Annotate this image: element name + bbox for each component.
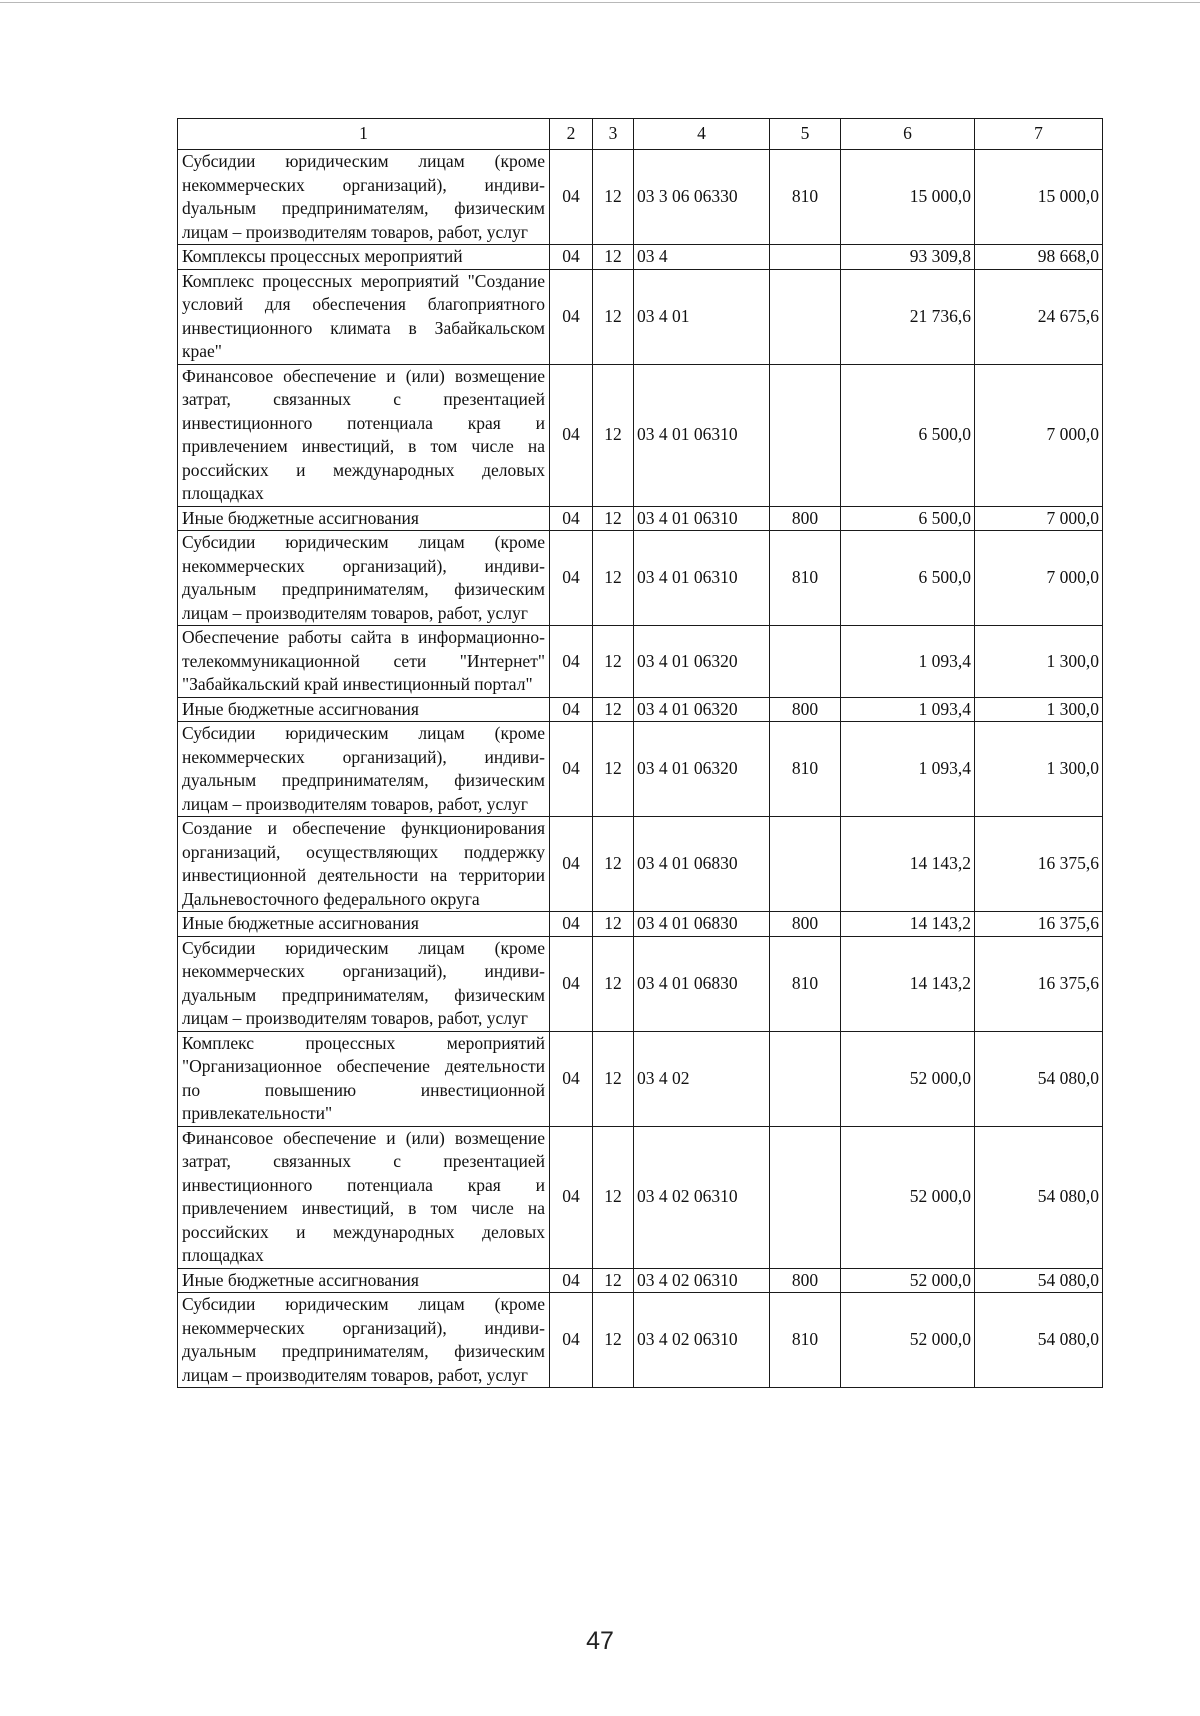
row-amount-year-1: 52 000,0	[841, 1293, 975, 1388]
budget-table	[177, 118, 1103, 1388]
row-amount-year-1: 93 309,8	[841, 245, 975, 270]
row-target-article-code: 03 4 01 06830	[634, 817, 770, 912]
header-col-7: 7	[975, 119, 1103, 150]
row-expense-type-code	[770, 364, 841, 506]
row-amount-year-2: 24 675,6	[975, 269, 1103, 364]
budget-table-body	[178, 119, 1103, 1388]
row-expense-type-code	[770, 245, 841, 270]
row-amount-year-2: 54 080,0	[975, 1031, 1103, 1126]
row-amount-year-1: 52 000,0	[841, 1126, 975, 1268]
row-amount-year-1: 1 093,4	[841, 722, 975, 817]
row-expense-type-code	[770, 817, 841, 912]
row-subsection-code: 12	[593, 912, 634, 937]
row-target-article-code: 03 4 02 06310	[634, 1293, 770, 1388]
table-row	[178, 936, 1103, 1031]
table-row	[178, 697, 1103, 722]
row-description: Комплекс процессных мероприятий "Организационное обеспечение деятельности по повышению инвестиционной привлекательности"	[178, 1031, 550, 1126]
row-target-article-code: 03 4 02 06310	[634, 1268, 770, 1293]
table-row	[178, 912, 1103, 937]
row-description: Субсидии юридическим лицам (кроме некоммерческих организаций), индивидуальным предпринимателям, физическим лицам – производителям товаров, работ, услуг	[178, 722, 550, 817]
row-amount-year-2: 7 000,0	[975, 531, 1103, 626]
row-expense-type-code: 810	[770, 150, 841, 245]
row-description: Иные бюджетные ассигнования	[178, 506, 550, 531]
row-amount-year-1: 14 143,2	[841, 817, 975, 912]
row-subsection-code: 12	[593, 817, 634, 912]
row-target-article-code: 03 4 01 06320	[634, 722, 770, 817]
row-expense-type-code: 800	[770, 1268, 841, 1293]
row-amount-year-2: 1 300,0	[975, 626, 1103, 698]
table-row	[178, 1031, 1103, 1126]
row-section-code: 04	[550, 912, 593, 937]
table-row	[178, 1293, 1103, 1388]
row-amount-year-2: 7 000,0	[975, 506, 1103, 531]
header-col-5: 5	[770, 119, 841, 150]
row-target-article-code: 03 4 01 06830	[634, 936, 770, 1031]
row-expense-type-code: 800	[770, 912, 841, 937]
row-target-article-code: 03 4 02	[634, 1031, 770, 1126]
row-subsection-code: 12	[593, 150, 634, 245]
header-col-1: 1	[178, 119, 550, 150]
row-section-code: 04	[550, 1031, 593, 1126]
row-expense-type-code: 800	[770, 697, 841, 722]
row-amount-year-2: 15 000,0	[975, 150, 1103, 245]
row-subsection-code: 12	[593, 1293, 634, 1388]
table-row	[178, 150, 1103, 245]
row-subsection-code: 12	[593, 269, 634, 364]
header-col-4: 4	[634, 119, 770, 150]
row-amount-year-1: 15 000,0	[841, 150, 975, 245]
row-amount-year-2: 54 080,0	[975, 1268, 1103, 1293]
row-amount-year-2: 16 375,6	[975, 936, 1103, 1031]
row-target-article-code: 03 4	[634, 245, 770, 270]
row-subsection-code: 12	[593, 1031, 634, 1126]
row-target-article-code: 03 4 01	[634, 269, 770, 364]
row-amount-year-1: 52 000,0	[841, 1031, 975, 1126]
row-amount-year-1: 6 500,0	[841, 531, 975, 626]
row-target-article-code: 03 4 01 06320	[634, 626, 770, 698]
row-subsection-code: 12	[593, 531, 634, 626]
row-amount-year-1: 1 093,4	[841, 626, 975, 698]
row-amount-year-1: 6 500,0	[841, 364, 975, 506]
row-amount-year-1: 6 500,0	[841, 506, 975, 531]
row-section-code: 04	[550, 269, 593, 364]
row-target-article-code: 03 4 01 06310	[634, 364, 770, 506]
row-subsection-code: 12	[593, 364, 634, 506]
row-description: Обеспечение работы сайта в информационно-телекоммуникационной сети "Интернет" "Забайкальский край инвестиционный портал"	[178, 626, 550, 698]
row-target-article-code: 03 4 01 06320	[634, 697, 770, 722]
row-amount-year-1: 14 143,2	[841, 912, 975, 937]
row-section-code: 04	[550, 364, 593, 506]
row-section-code: 04	[550, 697, 593, 722]
row-target-article-code: 03 4 01 06310	[634, 506, 770, 531]
row-amount-year-2: 1 300,0	[975, 697, 1103, 722]
row-expense-type-code: 800	[770, 506, 841, 531]
scan-edge-line	[0, 2, 1200, 3]
row-subsection-code: 12	[593, 626, 634, 698]
row-section-code: 04	[550, 531, 593, 626]
row-description: Финансовое обеспечение и (или) возмещение затрат, связанных с презентацией инвестиционного потенциала края и привлечением инвестиций, в том числе на российских и международных деловых площадках	[178, 364, 550, 506]
row-subsection-code: 12	[593, 245, 634, 270]
row-description: Иные бюджетные ассигнования	[178, 912, 550, 937]
row-amount-year-2: 16 375,6	[975, 912, 1103, 937]
row-target-article-code: 03 3 06 06330	[634, 150, 770, 245]
row-section-code: 04	[550, 506, 593, 531]
row-section-code: 04	[550, 150, 593, 245]
row-description: Комплекс процессных мероприятий "Создание условий для обеспечения благоприятного инвестиционного климата в Забайкальском крае"	[178, 269, 550, 364]
row-description: Комплексы процессных мероприятий	[178, 245, 550, 270]
row-expense-type-code: 810	[770, 1293, 841, 1388]
row-expense-type-code	[770, 626, 841, 698]
row-section-code: 04	[550, 245, 593, 270]
table-row	[178, 1268, 1103, 1293]
row-expense-type-code: 810	[770, 722, 841, 817]
row-amount-year-1: 52 000,0	[841, 1268, 975, 1293]
row-section-code: 04	[550, 722, 593, 817]
row-subsection-code: 12	[593, 1268, 634, 1293]
row-description: Субсидии юридическим лицам (кроме некоммерческих организаций), индивидуальным предпринимателям, физическим лицам – производителям товаров, работ, услуг	[178, 531, 550, 626]
row-section-code: 04	[550, 626, 593, 698]
row-target-article-code: 03 4 01 06830	[634, 912, 770, 937]
row-amount-year-1: 21 736,6	[841, 269, 975, 364]
row-subsection-code: 12	[593, 506, 634, 531]
row-amount-year-2: 16 375,6	[975, 817, 1103, 912]
row-expense-type-code	[770, 269, 841, 364]
table-row	[178, 364, 1103, 506]
row-amount-year-2: 7 000,0	[975, 364, 1103, 506]
table-row	[178, 626, 1103, 698]
header-col-2: 2	[550, 119, 593, 150]
table-row	[178, 722, 1103, 817]
header-col-6: 6	[841, 119, 975, 150]
row-description: Субсидии юридическим лицам (кроме некоммерческих организаций), индивидуальным предпринимателям, физическим лицам – производителям товаров, работ, услуг	[178, 936, 550, 1031]
row-subsection-code: 12	[593, 1126, 634, 1268]
table-row	[178, 269, 1103, 364]
table-row	[178, 1126, 1103, 1268]
row-amount-year-2: 54 080,0	[975, 1126, 1103, 1268]
row-expense-type-code	[770, 1126, 841, 1268]
row-amount-year-2: 1 300,0	[975, 722, 1103, 817]
row-section-code: 04	[550, 1268, 593, 1293]
row-description: Создание и обеспечение функционирования организаций, осуществляющих поддержку инвестиционной деятельности на территории Дальневосточного федерального округа	[178, 817, 550, 912]
budget-table-container	[177, 118, 1102, 1388]
row-section-code: 04	[550, 1126, 593, 1268]
table-row	[178, 531, 1103, 626]
table-row	[178, 506, 1103, 531]
row-description: Иные бюджетные ассигнования	[178, 697, 550, 722]
table-header-row	[178, 119, 1103, 150]
row-expense-type-code: 810	[770, 936, 841, 1031]
row-description: Финансовое обеспечение и (или) возмещение затрат, связанных с презентацией инвестиционного потенциала края и привлечением инвестиций, в том числе на российских и международных деловых площадках	[178, 1126, 550, 1268]
table-row	[178, 817, 1103, 912]
row-amount-year-1: 1 093,4	[841, 697, 975, 722]
row-target-article-code: 03 4 02 06310	[634, 1126, 770, 1268]
row-description: Субсидии юридическим лицам (кроме некоммерческих организаций), индивиdуальным предпринимателям, физическим лицам – производителям товаров, работ, услуг	[178, 150, 550, 245]
row-section-code: 04	[550, 1293, 593, 1388]
row-subsection-code: 12	[593, 936, 634, 1031]
row-section-code: 04	[550, 817, 593, 912]
row-subsection-code: 12	[593, 697, 634, 722]
row-amount-year-2: 54 080,0	[975, 1293, 1103, 1388]
page-number: 47	[586, 1627, 614, 1655]
row-section-code: 04	[550, 936, 593, 1031]
row-expense-type-code: 810	[770, 531, 841, 626]
header-col-3: 3	[593, 119, 634, 150]
row-amount-year-2: 98 668,0	[975, 245, 1103, 270]
row-description: Иные бюджетные ассигнования	[178, 1268, 550, 1293]
row-expense-type-code	[770, 1031, 841, 1126]
row-target-article-code: 03 4 01 06310	[634, 531, 770, 626]
row-description: Субсидии юридическим лицам (кроме некоммерческих организаций), индивидуальным предпринимателям, физическим лицам – производителям товаров, работ, услуг	[178, 1293, 550, 1388]
table-row	[178, 245, 1103, 270]
row-subsection-code: 12	[593, 722, 634, 817]
row-amount-year-1: 14 143,2	[841, 936, 975, 1031]
